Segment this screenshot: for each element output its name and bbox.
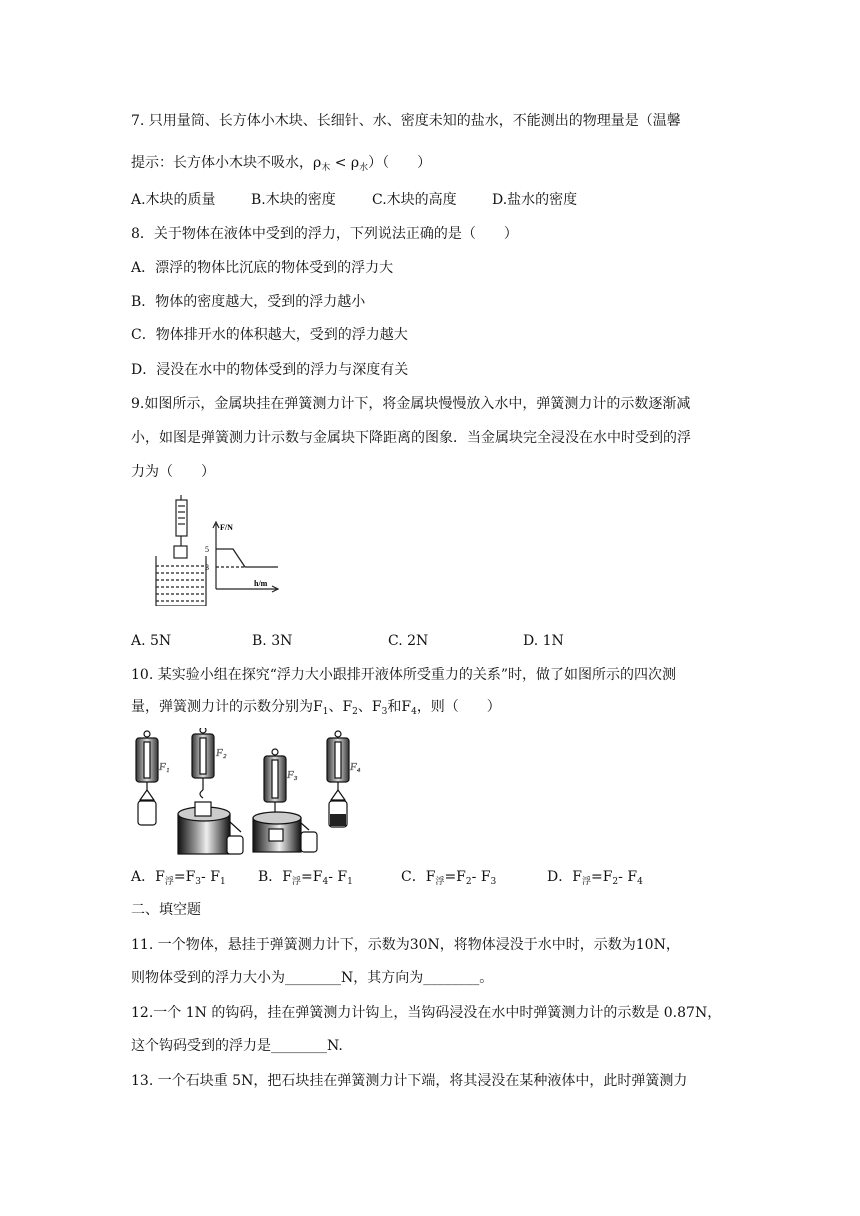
q10-line2-mid1: 、F (328, 699, 353, 715)
q9-option-c: C. 2N (388, 633, 429, 649)
force-depth-graph (213, 522, 278, 592)
q7-line2-post: ）（ ） (368, 155, 432, 171)
graph-curve (216, 549, 278, 567)
q9-line2: 小，如图是弹簧测力计示数与金属块下降距离的图象．当金属块完全浸没在水中时受到的浮 (131, 430, 691, 446)
overflow-tank-2-icon (253, 812, 317, 852)
rho-symbol: ρ (313, 155, 322, 171)
spring-scale-1-icon (136, 731, 158, 825)
q10-line2 (131, 697, 501, 722)
q7-line2-pre: 提示：长方体小木块不吸水， (131, 155, 313, 171)
q10-label-f3: F₃ (287, 769, 298, 781)
q8-option-b: B．物体的密度越大，受到的浮力越小 (131, 294, 366, 310)
less-than-symbol: < (330, 155, 351, 171)
q10-sub-4: 4 (411, 707, 417, 717)
q7-option-c: C.木块的高度 (372, 192, 457, 208)
rho-water-subscript: 水 (359, 163, 369, 173)
graph-tick-5: 5 (205, 545, 209, 554)
q10-option-b: B．$F_浮=F_4-$ $F_1$ (258, 869, 353, 887)
q10-line2-mid3: 和F (387, 699, 412, 715)
q10-sub-3: 3 (381, 707, 388, 717)
rho-wood-subscript: 木 (321, 163, 331, 173)
overflow-tank-1-icon (178, 802, 243, 854)
q10-option-d: D．$F_浮=F_2-$ $F_4$ (547, 869, 643, 887)
q10-line2-mid2: 、F (357, 699, 382, 715)
q10-sub-1: 1 (322, 707, 329, 717)
q7-line2 (131, 153, 431, 178)
graph-y-label: F/N (220, 523, 233, 532)
q13-line1: 13. 一个石块重 5N，把石块挂在弹簧测力计下端，将其浸没在某种液体中，此时弹簧测力 (131, 1073, 688, 1089)
q10-option-a: A．$F_浮=F_3-$ $F_1$ (131, 869, 226, 887)
graph-tick-3: 3 (205, 563, 209, 572)
spring-scale-3-icon (264, 749, 286, 814)
q10-sub-2: 2 (352, 707, 358, 717)
q7-option-b: B.木块的密度 (251, 192, 336, 208)
spring-scale-2-icon (192, 728, 214, 798)
q12-line1: 12.一个 1N 的钩码，挂在弹簧测力计钩上，当钩码浸没在水中时弹簧测力计的示数是 0.87N， (131, 1005, 722, 1021)
q10-option-c: C．$F_浮=F_2-$ $F_3$ (401, 869, 497, 887)
q9-option-a: A. 5N (131, 633, 172, 649)
q11-line2: 则物体受到的浮力大小为________N，其方向为________。 (131, 970, 494, 986)
q9-line1: 9.如图所示，金属块挂在弹簧测力计下，将金属块慢慢放入水中，弹簧测力计的示数逐渐减 (131, 396, 691, 412)
q9-figure (150, 494, 282, 606)
q10-options (131, 867, 643, 892)
q8-option-a: A．漂浮的物体比沉底的物体受到的浮力大 (131, 260, 394, 276)
rho-symbol: ρ (350, 155, 360, 171)
graph-x-label: h/m (254, 579, 268, 588)
q10-line2-post: ，则（ ） (416, 699, 501, 715)
spring-scale-icon (174, 495, 187, 558)
q10-label-f4: F₄ (350, 761, 361, 773)
q7-option-a: A.木块的质量 (131, 192, 216, 208)
q11-line1: 11. 一个物体，悬挂于弹簧测力计下，示数为30N，将物体浸没于水中时，示数为10N， (131, 937, 680, 953)
q8-option-d: D．浸没在水中的物体受到的浮力与深度有关 (131, 362, 409, 378)
q7-options (131, 190, 577, 210)
q8-stem: 8．关于物体在液体中受到的浮力，下列说法正确的是（ ） (131, 226, 518, 242)
q10-line2-pre: 量，弹簧测力计的示数分别为F (131, 699, 323, 715)
q10-line1: 10. 某实验小组在探究“浮力大小跟排开液体所受重力的关系”时，做了如图所示的四次测 (131, 667, 677, 683)
q10-figure (133, 728, 383, 858)
section-title-fill-blank: 二、填空题 (131, 902, 201, 918)
q9-option-d: D. 1N (523, 633, 564, 649)
q10-label-f1: F₁ (159, 761, 170, 773)
q9-line3: 力为（ ） (131, 464, 215, 480)
beaker-icon (156, 556, 206, 606)
q8-option-c: C．物体排开水的体积越大，受到的浮力越大 (131, 327, 408, 343)
spring-scale-4-icon (327, 731, 349, 827)
q7-line1: 7. 只用量筒、长方体小木块、长细针、水、密度未知的盐水，不能测出的物理量是（温馨 (131, 113, 681, 129)
q7-option-d: D.盐水的密度 (492, 192, 578, 208)
q9-option-b: B. 3N (252, 633, 293, 649)
q9-options (131, 631, 564, 651)
q10-label-f2: F₂ (216, 747, 227, 759)
q12-line2: 这个钩码受到的浮力是________N. (131, 1038, 343, 1054)
